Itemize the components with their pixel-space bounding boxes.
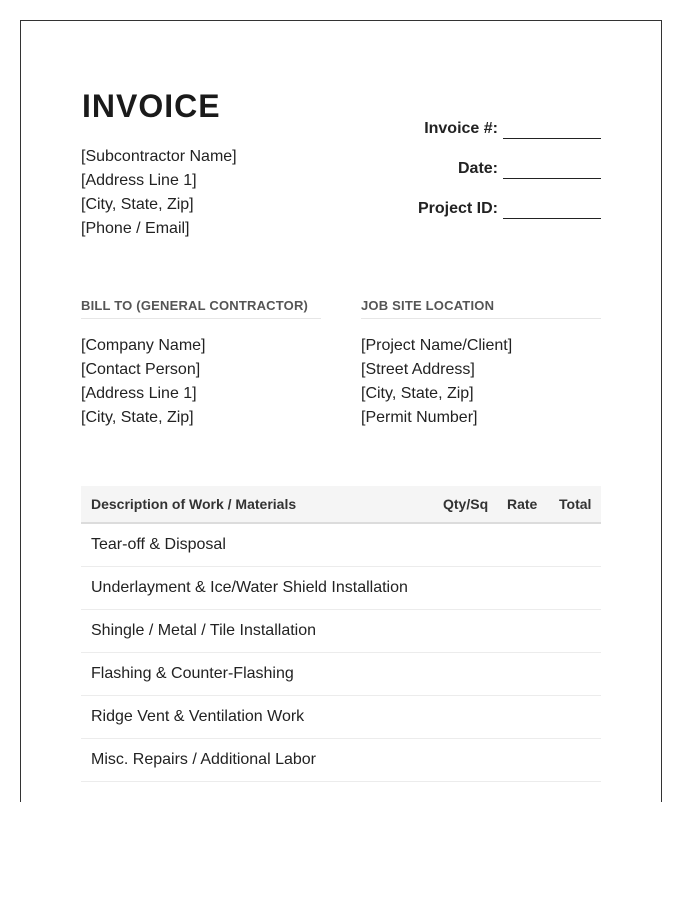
- table-row: [81, 524, 601, 567]
- table-row: [81, 567, 601, 610]
- date-label: Date:: [457, 160, 498, 177]
- row-description: Misc. Repairs / Additional Labor: [91, 751, 316, 768]
- sender-contact: [Phone / Email]: [81, 220, 190, 237]
- project-id-label: Project ID:: [417, 200, 498, 217]
- invoice-meta: [301, 99, 601, 219]
- bill-to-city-state-zip: [City, State, Zip]: [81, 409, 194, 426]
- sender-address-line: [Address Line 1]: [81, 172, 197, 189]
- bill-to-company: [Company Name]: [81, 337, 206, 354]
- project-id-row: [301, 179, 601, 219]
- table-row: [81, 739, 601, 782]
- bill-to-address: [81, 334, 206, 430]
- job-site-project: [Project Name/Client]: [361, 337, 513, 354]
- line-items-table: [81, 486, 601, 782]
- row-description: Ridge Vent & Ventilation Work: [91, 708, 305, 725]
- job-site-address: [361, 334, 512, 430]
- date-row: [301, 139, 601, 179]
- header-total: Total: [559, 496, 592, 512]
- row-description: Shingle / Metal / Tile Installation: [91, 622, 317, 639]
- table-header: [81, 486, 601, 524]
- table-row: [81, 696, 601, 739]
- row-description: Underlayment & Ice/Water Shield Installation: [91, 579, 408, 596]
- table-row: [81, 653, 601, 696]
- invoice-title: INVOICE: [82, 88, 221, 124]
- invoice-number-row: [301, 99, 601, 139]
- invoice-number-label: Invoice #:: [424, 120, 498, 137]
- header-qty: Qty/Sq: [443, 496, 489, 512]
- job-site-city-state-zip: [City, State, Zip]: [361, 385, 474, 402]
- table-row: [81, 610, 601, 653]
- job-site-heading: JOB SITE LOCATION: [361, 298, 601, 319]
- date-field[interactable]: [503, 162, 601, 179]
- header-rate: Rate: [507, 496, 538, 512]
- job-site-permit: [Permit Number]: [361, 409, 478, 426]
- invoice-page: [20, 20, 662, 802]
- sender-name: [Subcontractor Name]: [81, 148, 237, 165]
- row-description: Flashing & Counter-Flashing: [91, 665, 294, 682]
- header-description: Description of Work / Materials: [91, 496, 297, 512]
- sender-city-state-zip: [City, State, Zip]: [81, 196, 194, 213]
- bill-to-heading: BILL TO (GENERAL CONTRACTOR): [81, 298, 321, 319]
- sender-address: [81, 145, 237, 241]
- project-id-field[interactable]: [503, 202, 601, 219]
- bill-to-address-line: [Address Line 1]: [81, 385, 197, 402]
- invoice-number-field[interactable]: [503, 122, 601, 139]
- row-description: Tear-off & Disposal: [91, 536, 226, 553]
- bill-to-contact: [Contact Person]: [81, 361, 201, 378]
- job-site-street: [Street Address]: [361, 361, 475, 378]
